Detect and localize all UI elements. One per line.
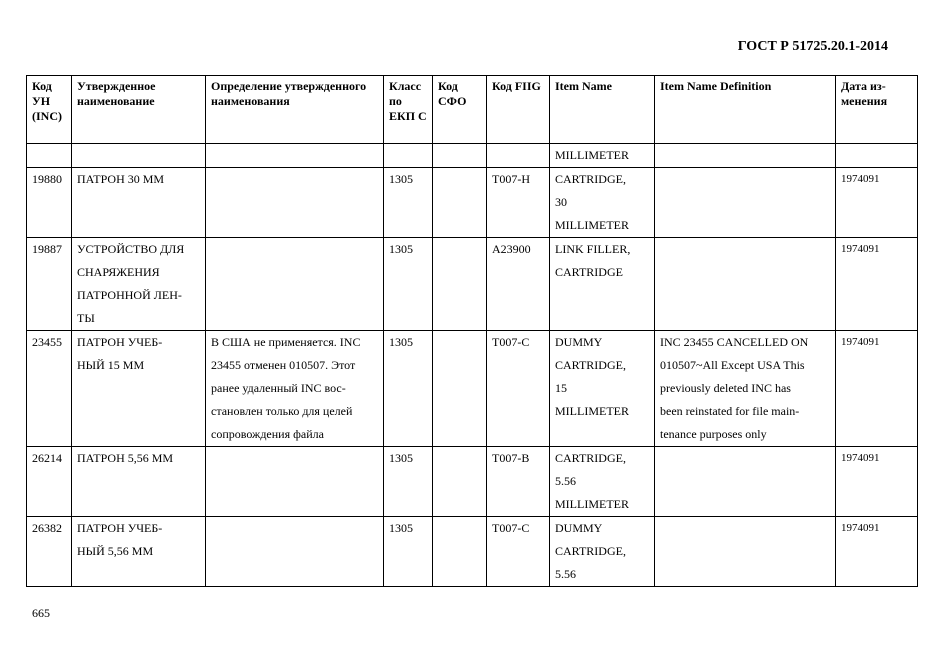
document-header: ГОСТ Р 51725.20.1-2014: [737, 39, 888, 54]
cell-approved-name: [72, 331, 206, 447]
cell-sfo: [433, 447, 487, 517]
col-header-date: Дата из-менения: [836, 76, 918, 144]
cell-item-definition: [655, 331, 836, 447]
col-header-fiig: Код FIIG: [487, 76, 550, 144]
cell-line: 30: [555, 195, 567, 209]
cell-item-name: [550, 517, 655, 587]
cell-line: 010507~All Except USA This: [660, 358, 805, 372]
cell-line: СНАРЯЖЕНИЯ: [77, 265, 160, 279]
cell-line: УСТРОЙСТВО ДЛЯ: [77, 242, 185, 256]
cell-line: НЫЙ 5,56 ММ: [77, 544, 154, 558]
cell-approved-name: [72, 517, 206, 587]
cell-line: MILLIMETER: [555, 218, 629, 232]
cell-line: CARTRIDGE,: [555, 172, 626, 186]
cell-inc: 19887: [27, 238, 72, 331]
table-row: [27, 168, 918, 238]
col-header-inc: Код УН (INC): [27, 76, 72, 144]
cell-class: 1305: [384, 331, 433, 447]
cell-class: 1305: [384, 168, 433, 238]
cell-sfo: [433, 168, 487, 238]
cell-line: В США не применяется. INC: [211, 335, 361, 349]
cell-line: ПАТРОН 5,56 ММ: [77, 451, 174, 465]
cell-date: 1974091: [836, 517, 918, 587]
cell-inc: 26214: [27, 447, 72, 517]
col-header-approved-name: Утвержденное наименование: [72, 76, 206, 144]
cell-approved-name: [72, 168, 206, 238]
cell-definition: [206, 238, 384, 331]
cell-line: 5.56: [555, 567, 576, 581]
cell-fiig: T007-C: [487, 331, 550, 447]
cell-line: НЫЙ 15 ММ: [77, 358, 145, 372]
cell-definition: [206, 447, 384, 517]
table-row: [27, 331, 918, 447]
cell-item-definition: [655, 238, 836, 331]
cell-item-name: [550, 144, 655, 168]
continuation-row: [27, 144, 918, 168]
cell-empty: [384, 144, 433, 168]
cell-line: MILLIMETER: [555, 148, 629, 162]
cell-item-name: [550, 238, 655, 331]
cell-approved-name: [72, 238, 206, 331]
col-header-item-definition: Item Name Definition: [655, 76, 836, 144]
cell-inc: 19880: [27, 168, 72, 238]
cell-class: 1305: [384, 238, 433, 331]
catalog-table: [26, 75, 918, 587]
cell-line: tenance purposes only: [660, 427, 767, 441]
cell-line: CARTRIDGE: [555, 265, 623, 279]
cell-line: 23455 отменен 010507. Этот: [211, 358, 356, 372]
cell-inc: 23455: [27, 331, 72, 447]
cell-fiig: A23900: [487, 238, 550, 331]
cell-empty: [487, 144, 550, 168]
table-row: [27, 447, 918, 517]
cell-line: ПАТРОН УЧЕБ-: [77, 521, 163, 535]
cell-line: LINK FILLER,: [555, 242, 631, 256]
cell-line: CARTRIDGE,: [555, 544, 626, 558]
cell-line: ПАТРОН УЧЕБ-: [77, 335, 163, 349]
table-header-row: [27, 76, 918, 144]
cell-line: previously deleted INC has: [660, 381, 791, 395]
cell-line: ранее удаленный INC вос-: [211, 381, 346, 395]
table-row: [27, 517, 918, 587]
cell-date: 1974091: [836, 331, 918, 447]
col-header-item-name: Item Name: [550, 76, 655, 144]
page-number: 665: [32, 606, 50, 620]
cell-line: INC 23455 CANCELLED ON: [660, 335, 809, 349]
cell-line: становлен только для целей: [211, 404, 353, 418]
cell-empty: [655, 144, 836, 168]
cell-line: сопровождения файла: [211, 427, 324, 441]
cell-line: 5.56: [555, 474, 576, 488]
cell-approved-name: [72, 447, 206, 517]
cell-line: MILLIMETER: [555, 497, 629, 511]
cell-line: ТЫ: [77, 311, 95, 325]
col-header-sfo: Код СФО: [433, 76, 487, 144]
cell-fiig: T007-C: [487, 517, 550, 587]
cell-line: 15: [555, 381, 567, 395]
col-header-class: Класс по ЕКП С: [384, 76, 433, 144]
cell-line: CARTRIDGE,: [555, 358, 626, 372]
cell-line: MILLIMETER: [555, 404, 629, 418]
cell-date: 1974091: [836, 168, 918, 238]
cell-definition: [206, 331, 384, 447]
cell-item-name: [550, 447, 655, 517]
table-row: [27, 238, 918, 331]
cell-item-definition: [655, 168, 836, 238]
cell-definition: [206, 168, 384, 238]
cell-date: 1974091: [836, 447, 918, 517]
cell-fiig: T007-H: [487, 168, 550, 238]
cell-empty: [27, 144, 72, 168]
cell-empty: [72, 144, 206, 168]
cell-line: DUMMY: [555, 335, 603, 349]
cell-line: ПАТРОННОЙ ЛЕН-: [77, 288, 182, 302]
cell-date: 1974091: [836, 238, 918, 331]
cell-line: been reinstated for file main-: [660, 404, 800, 418]
cell-sfo: [433, 238, 487, 331]
cell-item-definition: [655, 447, 836, 517]
cell-sfo: [433, 331, 487, 447]
cell-class: 1305: [384, 447, 433, 517]
cell-item-name: [550, 168, 655, 238]
cell-line: ПАТРОН 30 ММ: [77, 172, 165, 186]
cell-empty: [433, 144, 487, 168]
cell-empty: [206, 144, 384, 168]
cell-inc: 26382: [27, 517, 72, 587]
cell-empty: [836, 144, 918, 168]
cell-line: CARTRIDGE,: [555, 451, 626, 465]
cell-sfo: [433, 517, 487, 587]
cell-line: DUMMY: [555, 521, 603, 535]
cell-class: 1305: [384, 517, 433, 587]
cell-item-name: [550, 331, 655, 447]
cell-item-definition: [655, 517, 836, 587]
col-header-definition: Определение утвержденного наименования: [206, 76, 384, 144]
cell-definition: [206, 517, 384, 587]
cell-fiig: T007-B: [487, 447, 550, 517]
